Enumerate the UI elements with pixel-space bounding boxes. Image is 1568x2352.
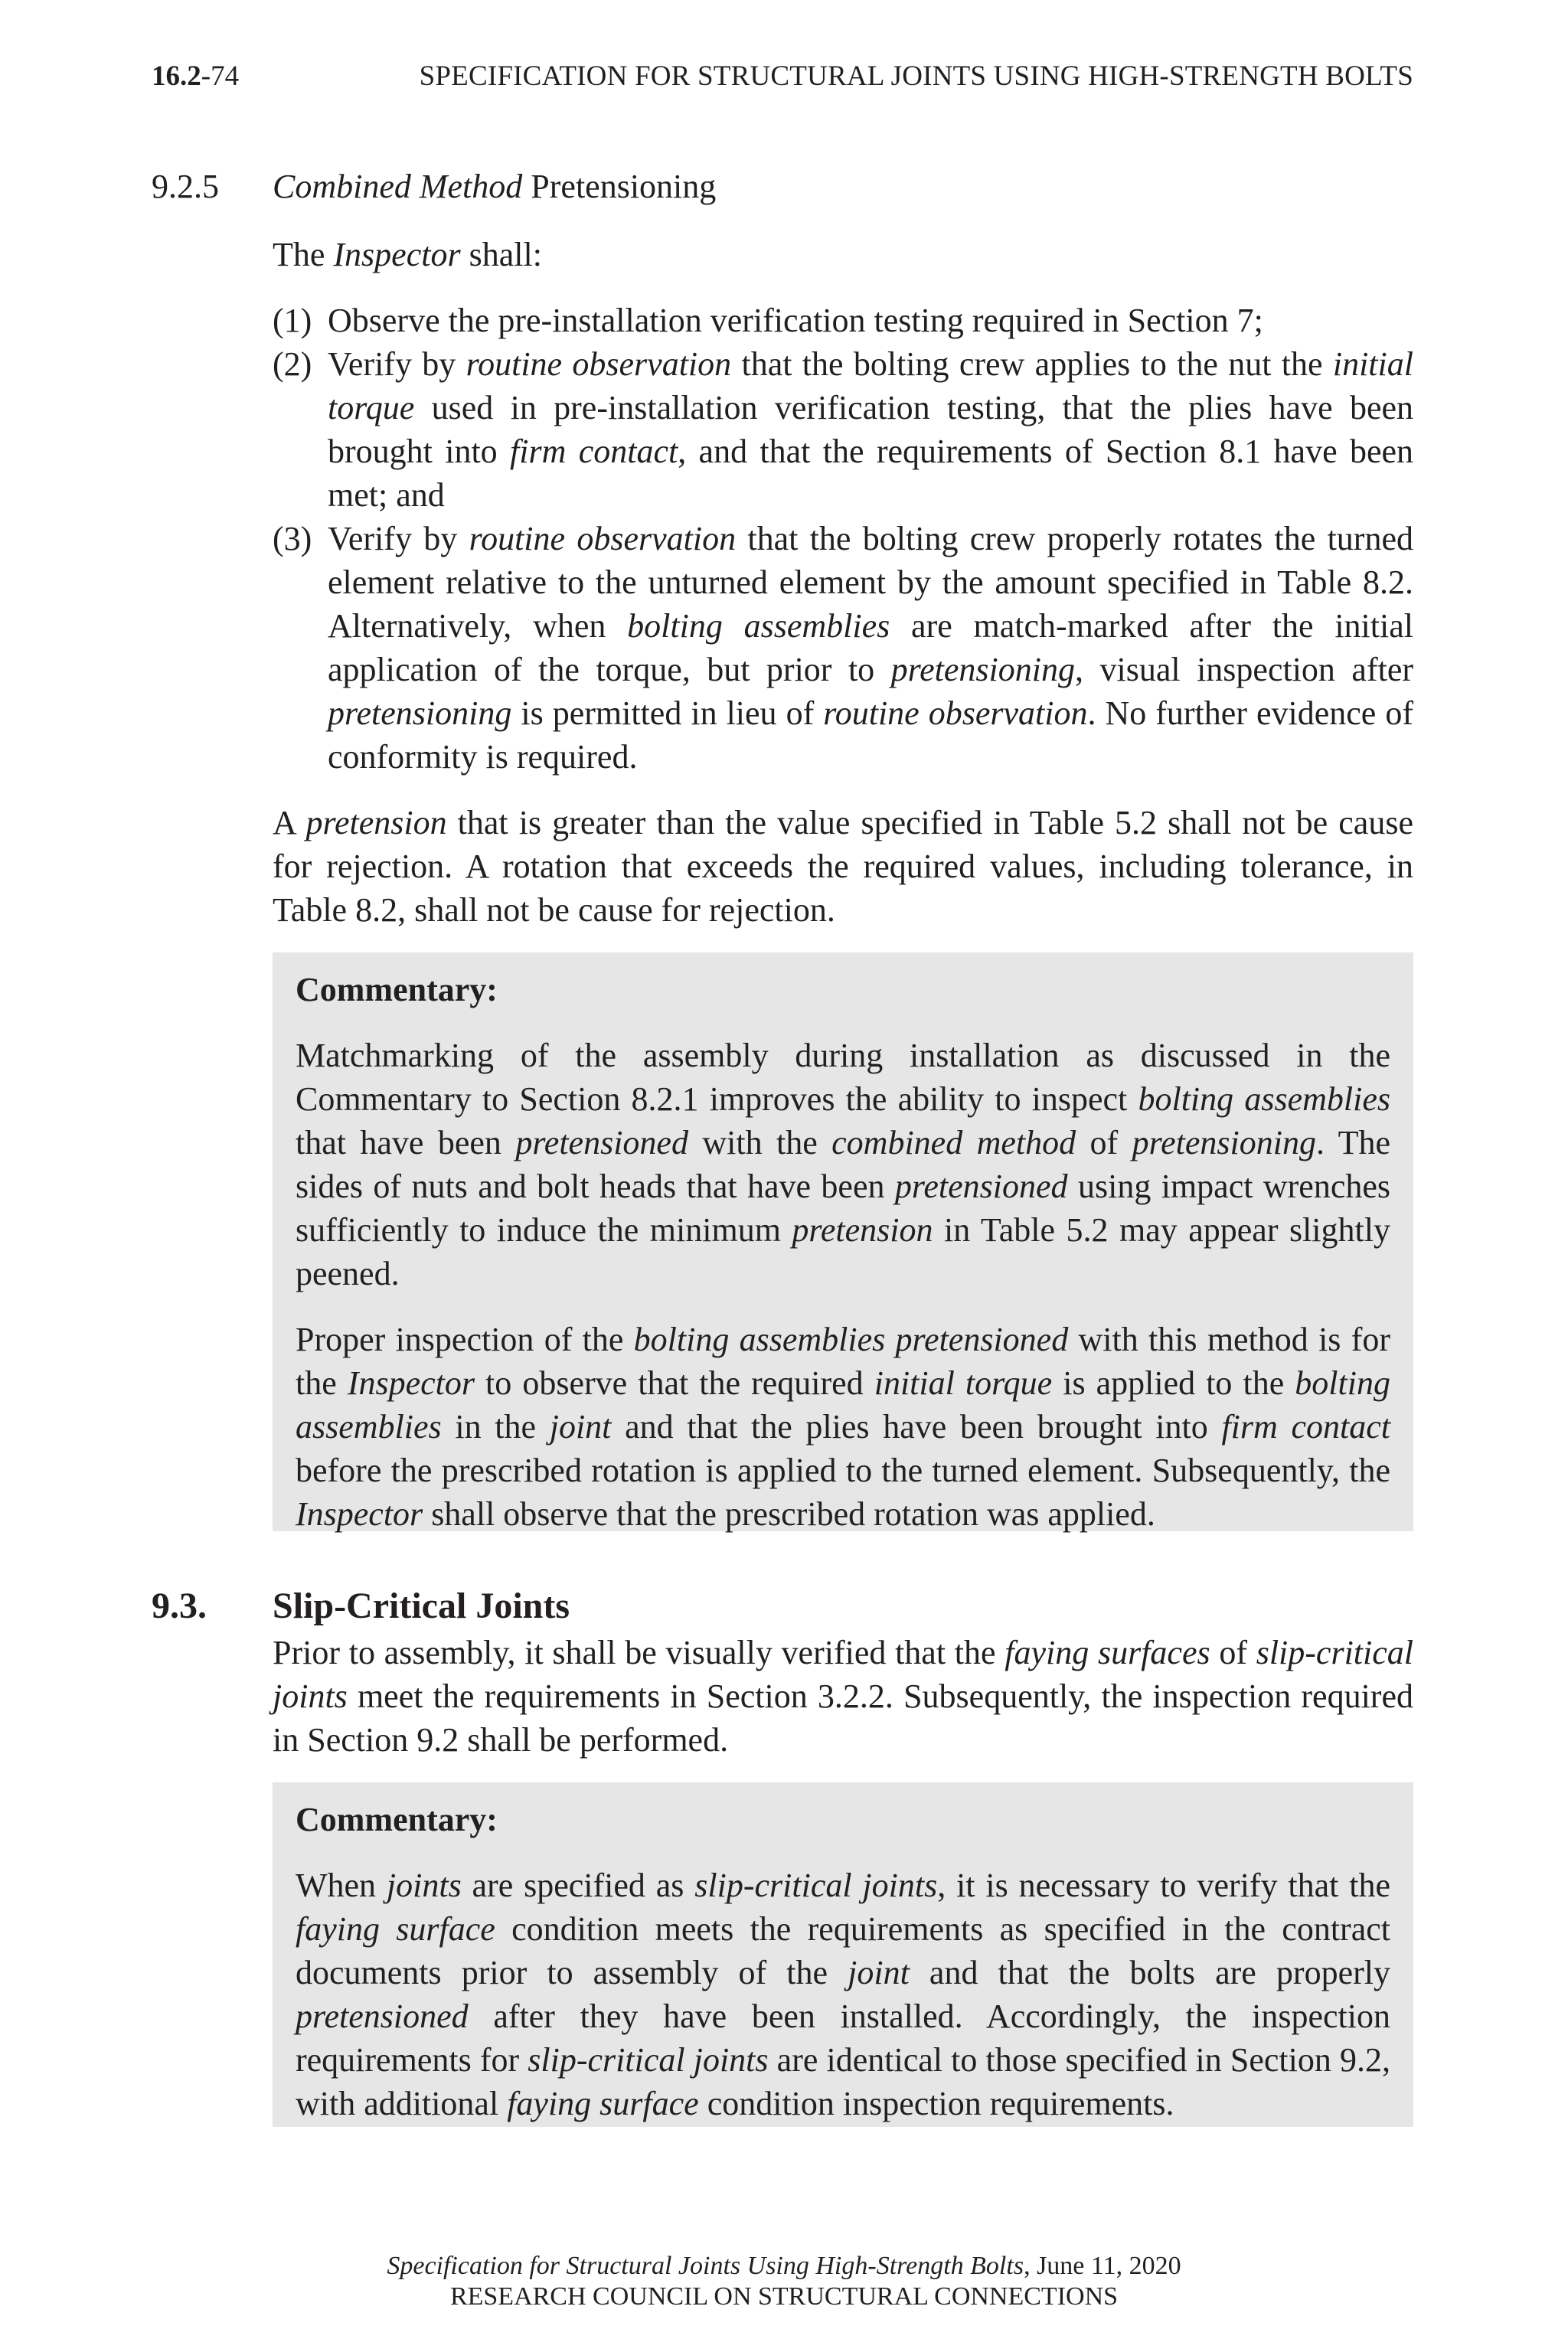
text-run: before the prescribed rotation is applied to the turned element. Subsequently, the — [296, 1452, 1390, 1489]
subsection-title — [273, 167, 716, 206]
text-run: Verify by — [328, 520, 469, 557]
italic-term: joint — [549, 1408, 612, 1446]
subsection-number: 9.2.5 — [152, 168, 219, 205]
subsection-title-rest: Pretensioning — [522, 168, 717, 205]
text-run: of — [1076, 1124, 1132, 1161]
list-item-number: (1) — [273, 302, 312, 339]
italic-term: Inspector — [333, 236, 461, 273]
text-run: and that the plies have been brought into — [611, 1408, 1222, 1446]
section-number: 9.3. — [152, 1586, 207, 1626]
list-item — [273, 342, 1413, 517]
italic-term: pretensioned — [296, 1998, 469, 2035]
commentary-box — [273, 1782, 1413, 2127]
italic-term: firm contact — [1221, 1408, 1391, 1446]
text-run: A — [273, 804, 306, 841]
italic-term: routine observation — [469, 520, 737, 557]
running-title: SPECIFICATION FOR STRUCTURAL JOINTS USING HIGH-STRENGTH BOLTS — [419, 60, 1413, 92]
italic-term: pretension — [305, 804, 447, 841]
italic-term: combined method — [831, 1124, 1076, 1161]
text-run: are match-marked after the initial application of the torque, but prior to — [328, 607, 1413, 688]
text-run: condition inspection requirements. — [698, 2085, 1174, 2122]
page-number — [152, 60, 239, 93]
list-item-number: (3) — [273, 520, 312, 557]
section-body — [273, 1631, 1413, 1762]
italic-term: bolting assemblies pretensioned — [633, 1321, 1069, 1358]
italic-term: faying surface — [296, 1910, 495, 1948]
text-run: , and that the requirements of Section 8.1 have been met; and — [328, 433, 1413, 514]
subsection-title-italic: Combined Method — [273, 168, 523, 205]
footer-title: Specification for Structural Joints Using High-Strength Bolts — [387, 2252, 1024, 2280]
text-run: that the bolting crew applies to the nut the — [731, 345, 1333, 383]
text-run: is permitted in lieu of — [511, 694, 824, 732]
italic-term: Inspector — [296, 1495, 423, 1533]
italic-term: Inspector — [347, 1364, 475, 1402]
intro-sentence — [273, 233, 1413, 276]
italic-term: pretensioning — [890, 651, 1076, 688]
text-run: that is greater than the value specified in Table 5.2 shall not be cause for rejection. A rotation that exceeds the required values, including tolerance, in Table 8.2, shall not be cause for rejection. — [273, 804, 1413, 929]
list-item-number: (2) — [273, 345, 312, 383]
list-item-text — [328, 520, 1413, 776]
text-run: that have been — [296, 1124, 516, 1161]
list-item — [273, 517, 1413, 779]
text-run: shall observe that the prescribed rotation was applied. — [423, 1495, 1155, 1533]
text-run: Proper inspection of the — [296, 1321, 634, 1358]
italic-term: bolting assemblies — [627, 607, 890, 645]
text-run: with the — [688, 1124, 832, 1161]
text-run: , visual inspection after — [1075, 651, 1414, 688]
italic-term: bolting assemblies — [1138, 1080, 1391, 1118]
running-head — [152, 60, 1413, 98]
italic-term: pretensioned — [894, 1168, 1068, 1205]
footer-citation — [0, 2251, 1568, 2282]
page-number-prefix: 16.2 — [152, 60, 201, 92]
italic-term: faying surface — [507, 2085, 699, 2122]
commentary-heading: Commentary: — [296, 971, 498, 1008]
text-run: The — [273, 236, 334, 273]
commentary-paragraph — [296, 1318, 1390, 1536]
italic-term: slip-critical joints — [694, 1867, 938, 1904]
commentary-heading: Commentary: — [296, 1801, 498, 1838]
list-item-text — [328, 345, 1413, 514]
text-run: . No further evidence of conformity is required. — [328, 694, 1413, 776]
italic-term: firm contact — [510, 433, 678, 470]
italic-term: slip-critical joints — [528, 2041, 769, 2079]
text-run: after they have been installed. Accordingly, the inspection requirements for — [296, 1998, 1390, 2079]
text-run: is applied to the — [1052, 1364, 1295, 1402]
text-run: Verify by — [328, 345, 466, 383]
italic-term: faying surfaces — [1004, 1634, 1210, 1671]
rejection-paragraph — [273, 801, 1413, 932]
italic-term: initial torque — [874, 1364, 1053, 1402]
text-run: that the bolting crew properly rotates the turned element relative to the unturned element by the amount specified in Table 8.2. Alternatively, when — [328, 520, 1413, 645]
footer-date: , June 11, 2020 — [1024, 2252, 1181, 2280]
italic-term: slip-critical joints — [273, 1634, 1414, 1715]
page-number-suffix: -74 — [201, 60, 240, 92]
requirements-list — [273, 299, 1413, 779]
text-run: with this method is for the — [296, 1321, 1390, 1402]
text-run: using impact wrenches sufficiently to induce the minimum — [296, 1168, 1390, 1249]
text-run: When — [296, 1867, 387, 1904]
section-title: Slip-Critical Joints — [273, 1586, 570, 1626]
page-footer — [0, 2251, 1568, 2312]
text-run: to observe that the required — [475, 1364, 874, 1402]
text-run: Matchmarking of the assembly during installation as discussed in the Commentary to Section 8.2.1 improves the ability to inspect — [296, 1037, 1390, 1118]
text-run: , it is necessary to verify that the — [937, 1867, 1390, 1904]
text-run: meet the requirements in Section 3.2.2. Subsequently, the inspection required in Section 9.2 shall be performed. — [273, 1677, 1413, 1759]
italic-term: pretensioning — [1132, 1124, 1316, 1161]
text-run: condition meets the requirements as specified in the contract documents prior to assembly of the — [296, 1910, 1390, 1991]
commentary-paragraph — [296, 1034, 1390, 1295]
text-run: are identical to those specified in Section 9.2, with additional — [296, 2041, 1390, 2122]
italic-term: joint — [848, 1954, 910, 1991]
text-run: are specified as — [461, 1867, 695, 1904]
list-item — [273, 299, 1413, 342]
italic-term: routine observation — [823, 694, 1088, 732]
text-run: Observe the pre-installation verification testing required in Section 7; — [328, 302, 1263, 339]
italic-term: initial torque — [328, 345, 1413, 426]
text-run: in Table 5.2 may appear slightly peened. — [296, 1211, 1390, 1292]
text-run: . The sides of nuts and bolt heads that have been — [296, 1124, 1390, 1205]
italic-term: routine observation — [466, 345, 732, 383]
text-run: and that the bolts are properly — [909, 1954, 1390, 1991]
italic-term: pretensioned — [515, 1124, 688, 1161]
commentary-paragraph — [296, 1864, 1390, 2125]
footer-publisher: RESEARCH COUNCIL ON STRUCTURAL CONNECTIONS — [449, 2282, 1119, 2311]
list-item-text — [328, 302, 1263, 339]
italic-term: bolting assemblies — [296, 1364, 1390, 1446]
commentary-box — [273, 952, 1413, 1531]
text-run: in the — [441, 1408, 550, 1446]
text-run: of — [1210, 1634, 1256, 1671]
italic-term: joints — [386, 1867, 462, 1904]
text-run: Prior to assembly, it shall be visually verified that the — [273, 1634, 1005, 1671]
italic-term: pretension — [792, 1211, 933, 1249]
italic-term: pretensioning — [328, 694, 512, 732]
text-run: used in pre-installation verification testing, that the plies have been brought into — [328, 389, 1413, 470]
text-run: shall: — [460, 236, 542, 273]
